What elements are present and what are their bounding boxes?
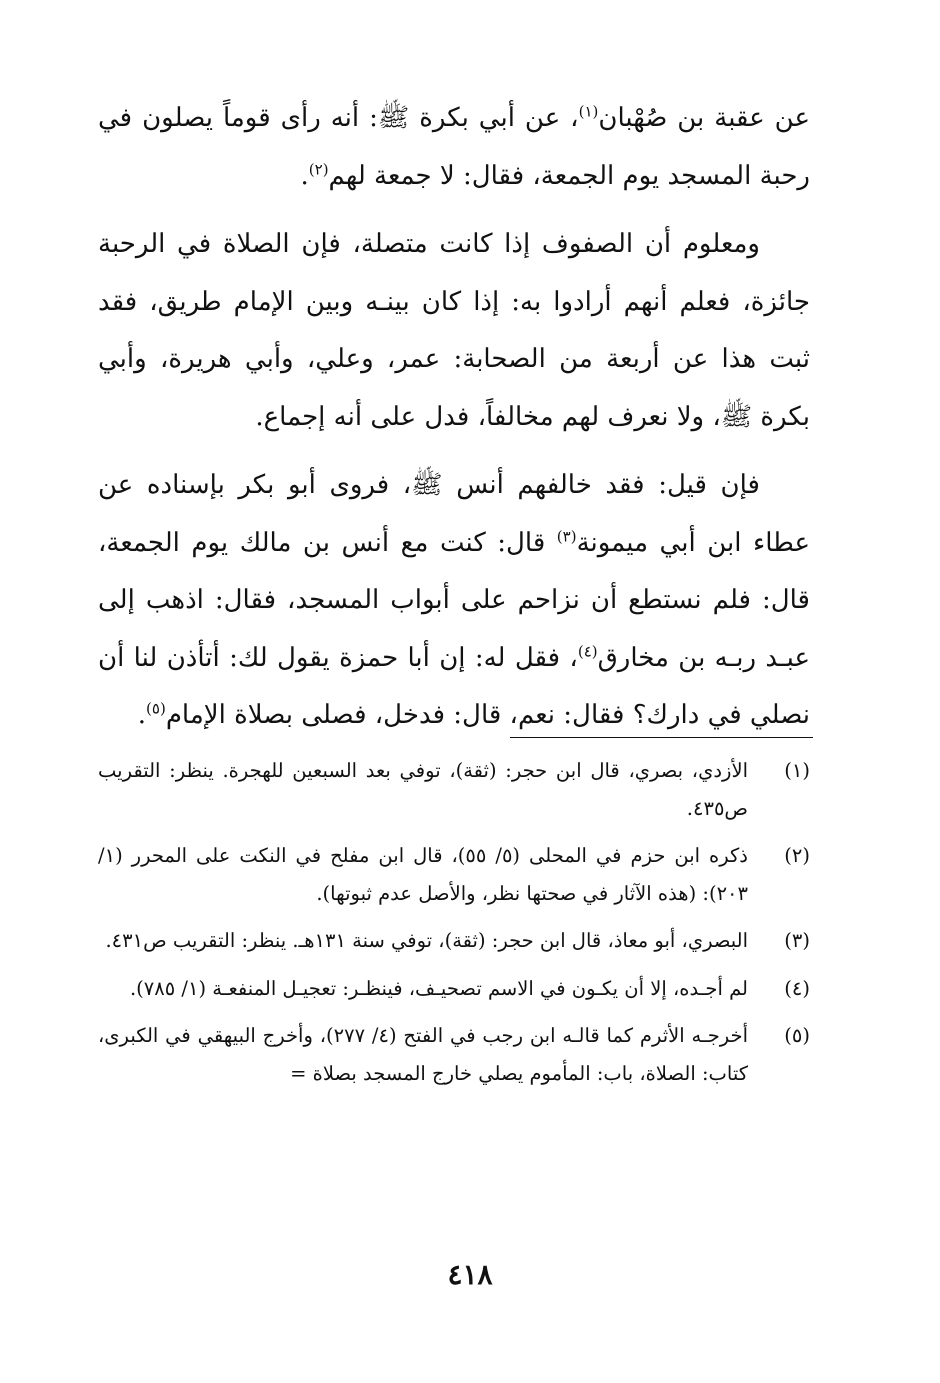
paragraph-3-text-d: .	[137, 700, 147, 730]
footnote-number: (١)	[784, 759, 810, 782]
footnote-text: الأزدي، بصري، قال ابن حجر: (ثقة)، توفي بعد السبعين للهجرة. ينظر: التقريب ص٤٣٥.	[98, 759, 748, 820]
paragraph-2: ومعلوم أن الصفوف إذا كانت متصلة، فإن الصلاة في الرحبة جائزة، فعلم أنهم أرادوا به: إذا كان بينـه وبين الإمام طريق، فقد ثبت هذا عن أربعة من الصحابة: عمر، وعلي، وأبي هريرة، وأبي بكرة ﷺ، ولا نعرف لهم مخالفاً، فدل على أنه إجماع.	[98, 229, 810, 432]
paragraph-3-text-b: قال: كنت مع أنس بن مالك يوم الجمعة، قال: فلم نستطع أن نزاحم على أبواب المسجد، فقال: اذهب إلى عبـد ربـه بن مخارق	[98, 527, 810, 673]
footnote-divider	[510, 737, 813, 738]
footnote-5	[98, 1017, 810, 1092]
footnote-3	[98, 922, 810, 960]
page-number: ٤١٨	[447, 1258, 493, 1291]
footnote-number: (٣)	[784, 929, 810, 952]
paragraph-1-text-a: عن عقبة بن صُهْبان	[598, 103, 810, 133]
paragraph-3-text-c: ، فقل له: إن أبا حمزة يقول لك: أتأذن لنا أن نصلي في دارك؟ فقال: نعم، قال: فدخل، فصلى بصلاة الإمام	[98, 642, 810, 730]
footnote-ref-1: (١)	[578, 102, 599, 121]
footnote-number: (٤)	[784, 976, 810, 1000]
paragraph-3	[98, 457, 810, 745]
footnote-ref-4: (٤)	[577, 641, 598, 660]
footnote-text: أخرجـه الأثرم كما قالـه ابن رجب في الفتح (٤/ ٢٧٧)، وأخرج البيهقي في الكبرى، كتاب: الصلاة، باب: المأموم يصلي خارج المسجد بصلاة =	[98, 1024, 748, 1085]
footnote-4	[98, 970, 810, 1008]
footnote-number: (٥)	[784, 1024, 810, 1047]
footnote-2	[98, 837, 810, 912]
footnote-ref-5: (٥)	[146, 699, 166, 718]
paragraph-3-text-a: فإن قيل: فقد خالفهم أنس ﷺ، فروى أبو بكر بإسناده عن عطاء ابن أبي ميمونة	[98, 470, 810, 558]
footnote-text: لم أجـده، إلا أن يكـون في الاسم تصحيـف، فينظـر: تعجيـل المنفعـة (١/ ٧٨٥).	[129, 976, 748, 1000]
footnote-number: (٢)	[784, 844, 810, 867]
footnote-text: البصري، أبو معاذ، قال ابن حجر: (ثقة)، توفي سنة ١٣١هـ. ينظر: التقريب ص٤٣١.	[105, 929, 748, 952]
footnotes	[98, 752, 810, 1102]
paragraph-1-text-c: .	[300, 160, 309, 191]
paragraph-1	[98, 90, 810, 205]
paragraph-1-text-b: ، عن أبي بكرة ﷺ: أنه رأى قوماً يصلون في رحبة المسجد يوم الجمعة، فقال: لا جمعة لهم	[98, 103, 810, 191]
footnote-ref-3: (٣)	[556, 526, 577, 545]
footnote-ref-2: (٢)	[308, 159, 329, 178]
footnote-1	[98, 752, 810, 827]
footnote-text: ذكره ابن حزم في المحلى (٥/ ٥٥)، قال ابن مفلح في النكت على المحرر (١/ ٢٠٣): (هذه الآثار في صحتها نظر، والأصل عدم ثبوتها).	[98, 844, 748, 905]
main-text	[98, 90, 810, 745]
